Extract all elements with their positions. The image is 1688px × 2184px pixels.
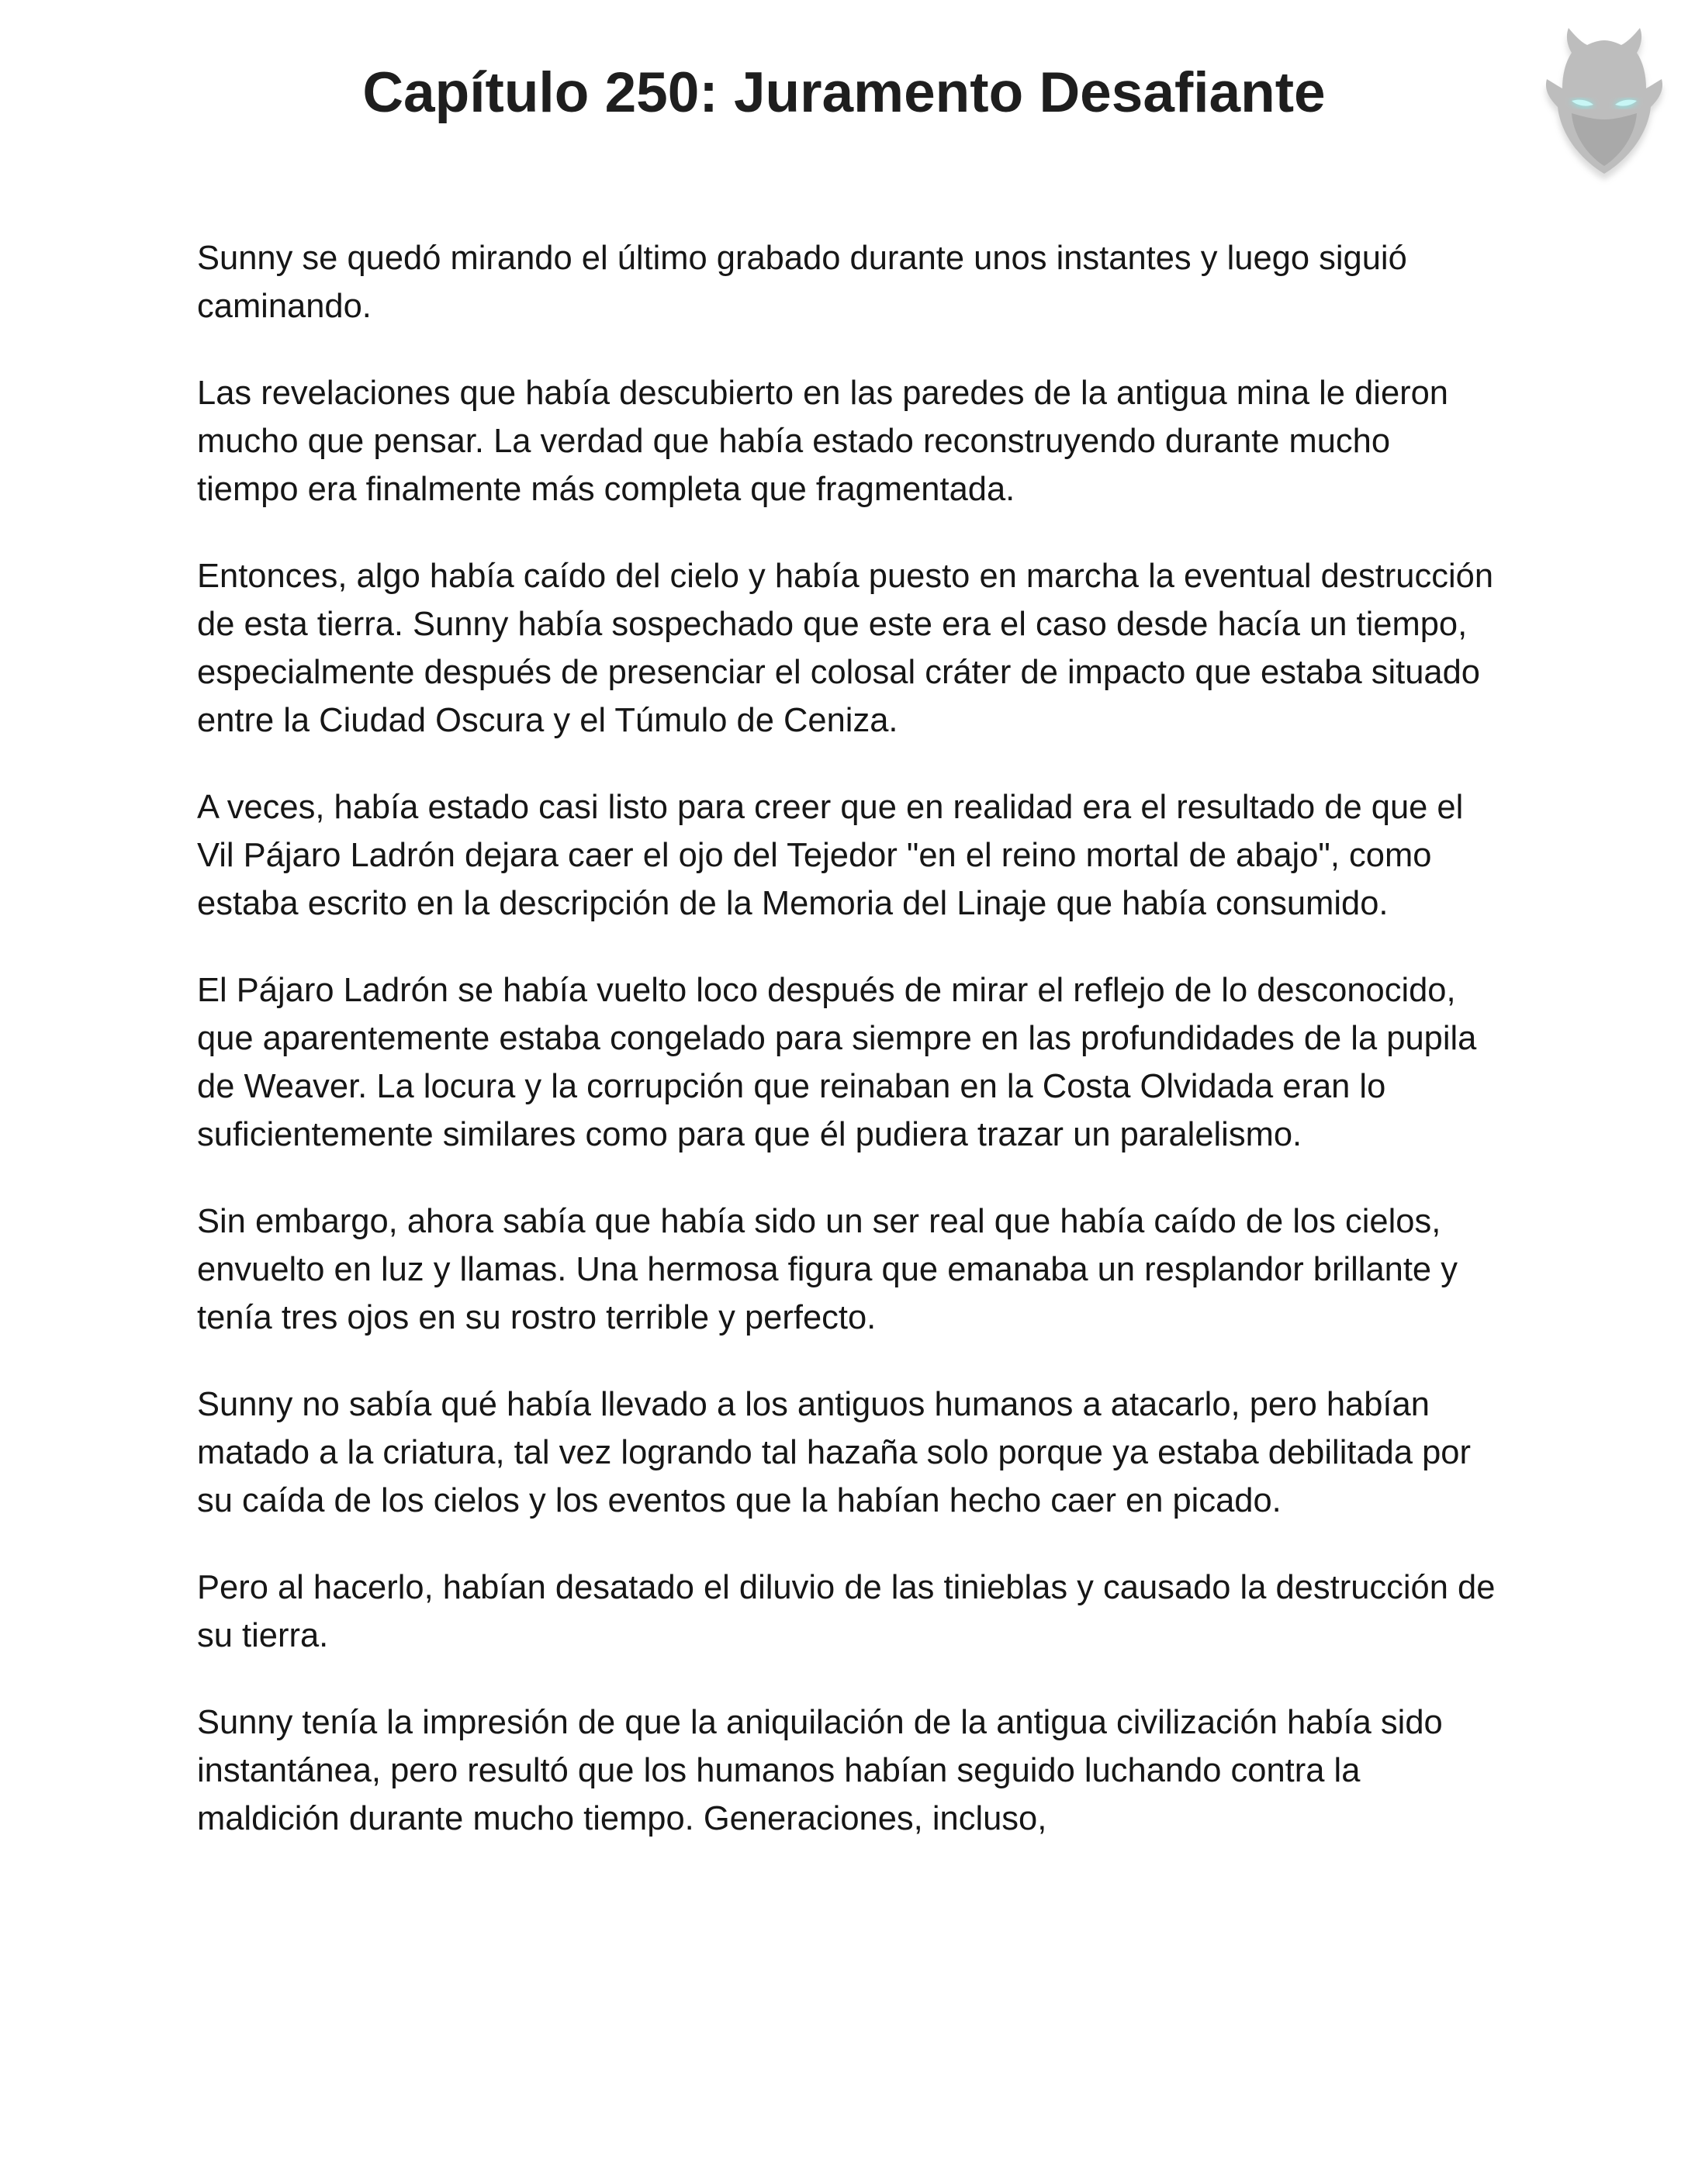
paragraph: Sin embargo, ahora sabía que había sido un ser real que había caído de los cielos, envuelto en luz y llamas. Una hermosa figura que emanaba un resplandor brillante y tenía tres ojos en su rostro terrible y perfecto.: [197, 1203, 1458, 1336]
paragraph: Sunny no sabía qué había llevado a los antiguos humanos a atacarlo, pero habían matado a la criatura, tal vez logrando tal hazaña solo porque ya estaba debilitada por su caída de los cielos y los eventos que la habían hecho caer en picado.: [197, 1386, 1471, 1519]
paragraph: Sunny se quedó mirando el último grabado durante unos instantes y luego siguió caminando.: [197, 240, 1407, 325]
paragraph: Las revelaciones que había descubierto en las paredes de la antigua mina le dieron mucho que pensar. La verdad que había estado reconstruyendo durante mucho tiempo era finalmente más completa que fragmentada.: [197, 375, 1449, 508]
page-title: Capítulo 250: Juramento Desafiante: [362, 61, 1326, 124]
paragraph: Sunny tenía la impresión de que la aniquilación de la antigua civilización había sido instantánea, pero resultó que los humanos habían seguido luchando contra la maldición durante mucho tiempo. Generaciones, incluso,: [197, 1704, 1443, 1837]
paragraph: El Pájaro Ladrón se había vuelto loco después de mirar el reflejo de lo desconocido, que aparentemente estaba congelado para siempre en las profundidades de la pupila de Weaver. La locura y la corrupción que reinaban en la Costa Olvidada eran lo suficientemente similares como para que él pudiera trazar un paralelismo.: [197, 972, 1477, 1153]
paragraph: Pero al hacerlo, habían desatado el diluvio de las tinieblas y causado la destrucción de su tierra.: [197, 1569, 1496, 1654]
demon-head-logo-icon: [1527, 14, 1682, 185]
paragraph: A veces, había estado casi listo para creer que en realidad era el resultado de que el Vil Pájaro Ladrón dejara caer el ojo del Tejedor "en el reino mortal de abajo", como estaba escrito en la descripción de la Memoria del Linaje que había consumido.: [197, 789, 1464, 922]
paragraph: Entonces, algo había caído del cielo y había puesto en marcha la eventual destrucción de esta tierra. Sunny había sospechado que este era el caso desde hacía un tiempo, especialmente después de presenciar el colosal cráter de impacto que estaba situado entre la Ciudad Oscura y el Túmulo de Ceniza.: [197, 558, 1494, 739]
chapter-body: [197, 234, 1500, 1843]
